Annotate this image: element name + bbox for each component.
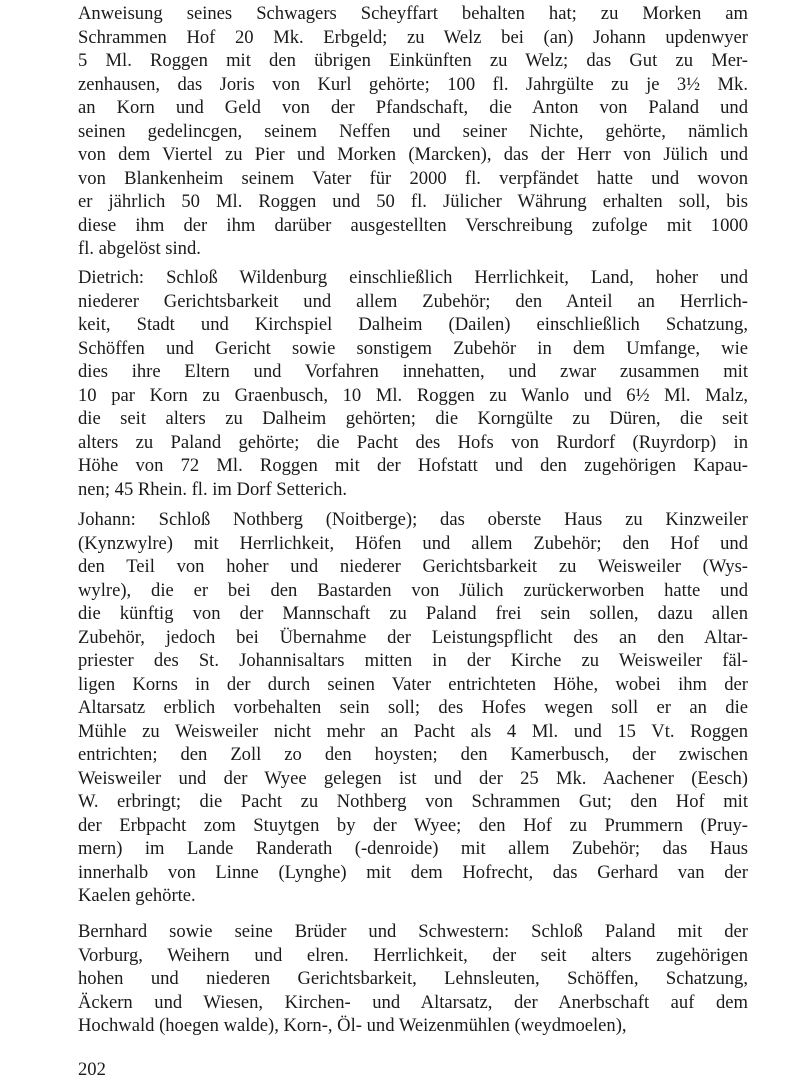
text-line: von dem Viertel zu Pier und Morken (Marcken), das der Herr von Jülich und [78, 144, 748, 165]
text-line: fl. abgelöst sind. [78, 238, 201, 259]
text-line: hohen und niederen Gerichtsbarkeit, Lehnsleuten, Schöffen, Schatzung, [78, 968, 748, 989]
text-line: Altarsatz erblich vorbehalten sein soll; des Hofes wegen soll er an die [78, 697, 748, 718]
text-line: den Teil von hoher und niederer Gerichtsbarkeit zu Weisweiler (Wys- [78, 556, 748, 577]
text-line: Mühle zu Weisweiler nicht mehr an Pacht als 4 Ml. und 15 Vt. Roggen [78, 720, 748, 742]
text-line: die künftig von der Mannschaft zu Paland frei sein sollen, dazu allen [78, 603, 748, 624]
text-line: Höhe von 72 Ml. Roggen mit der Hofstatt und den zugehörigen Kapau- [78, 455, 748, 476]
text-line: Äckern und Wiesen, Kirchen- und Altarsatz, der Anerbschaft auf dem [78, 991, 748, 1013]
text-line: dies ihre Eltern und Vorfahren innehatten, und zwar zusammen mit [78, 361, 748, 382]
text-line: von Blankenheim seinem Vater für 2000 fl. verpfändet hatte und wovon [78, 167, 748, 189]
text-line: er jährlich 50 Ml. Roggen und 50 fl. Jülicher Währung erhalten soll, bis [78, 191, 748, 212]
text-line: die seit alters zu Dalheim gehörten; die Korngülte zu Düren, die seit [78, 408, 748, 429]
text-line: Bernhard sowie seine Brüder und Schwestern: Schloß Paland mit der [78, 921, 748, 942]
text-line: niederer Gerichtsbarkeit und allem Zubehör; den Anteil an Herrlich- [78, 290, 748, 312]
paragraph-dietrich [78, 266, 748, 501]
text-line: keit, Stadt und Kirchspiel Dalheim (Dailen) einschließlich Schatzung, [78, 314, 748, 335]
text-line: nen; 45 Rhein. fl. im Dorf Setterich. [78, 478, 348, 500]
text-line: Zubehör, jedoch bei Übernahme der Leistungspflicht des an den Altar- [78, 626, 748, 648]
text-line: mern) im Lande Randerath (-denroide) mit allem Zubehör; das Haus [78, 838, 748, 859]
text-line: priester des St. Johannisaltars mitten in der Kirche zu Weisweiler fäl- [78, 650, 748, 671]
paragraph-anweisung [78, 2, 748, 261]
text-line: Anweisung seines Schwagers Scheyffart behalten hat; zu Morken am [78, 3, 748, 24]
text-line: Dietrich: Schloß Wildenburg einschließlich Herrlichkeit, Land, hoher und [78, 267, 748, 288]
text-line: Kaelen gehörte. [78, 885, 196, 906]
text-line: ligen Korns in der durch seinen Vater entrichteten Höhe, wobei ihm der [78, 673, 748, 695]
text-line: (Kynzwylre) mit Herrlichkeit, Höfen und allem Zubehör; den Hof und [78, 532, 748, 554]
text-line: an Korn und Geld von der Pfandschaft, die Anton von Paland und [78, 97, 748, 118]
page-number: 202 [78, 1059, 106, 1080]
text-line: innerhalb von Linne (Lynghe) mit dem Hofrecht, das Gerhard van der [78, 861, 748, 883]
text-line: alters zu Paland gehörte; die Pacht des Hofs von Rurdorf (Ruyrdorp) in [78, 431, 748, 453]
text-line: seinen gedelincgen, seinem Neffen und seiner Nichte, gehörte, nämlich [78, 120, 748, 142]
paragraph-johann [78, 508, 748, 908]
text-line: 10 par Korn zu Graenbusch, 10 Ml. Roggen zu Wanlo und 6½ Ml. Malz, [78, 384, 748, 406]
text-line: Johann: Schloß Nothberg (Noitberge); das oberste Haus zu Kinzweiler [78, 509, 748, 530]
text-line: Weisweiler und der Wyee gelegen ist und der 25 Mk. Aachener (Eesch) [78, 767, 748, 789]
text-line: entrichten; den Zoll zo den hoysten; den Kamerbusch, der zwischen [78, 744, 748, 765]
text-line: der Erbpacht zom Stuytgen by der Wyee; den Hof zu Prummern (Pruy- [78, 814, 748, 836]
text-line: W. erbringt; die Pacht zu Nothberg von Schrammen Gut; den Hof mit [78, 791, 748, 812]
text-line: Schrammen Hof 20 Mk. Erbgeld; zu Welz bei (an) Johann updenwyer [78, 26, 748, 48]
text-line: zenhausen, das Joris von Kurl gehörte; 100 fl. Jahrgülte zu je 3½ Mk. [78, 73, 748, 95]
paragraph-bernhard [78, 920, 748, 1038]
text-line: Schöffen und Gericht sowie sonstigem Zubehör in dem Umfange, wie [78, 337, 748, 359]
text-line: Vorburg, Weihern und elren. Herrlichkeit, der seit alters zugehörigen [78, 944, 748, 966]
text-line: Hochwald (hoegen walde), Korn-, Öl- und Weizenmühlen (weydmoelen), [78, 1015, 627, 1036]
text-line: wylre), die er bei den Bastarden von Jülich zurückerworben hatte und [78, 579, 748, 601]
text-line: 5 Ml. Roggen mit den übrigen Einkünften zu Welz; das Gut zu Mer- [78, 50, 748, 71]
text-line: diese ihm der ihm darüber ausgestellten Verschreibung zufolge mit 1000 [78, 214, 748, 236]
